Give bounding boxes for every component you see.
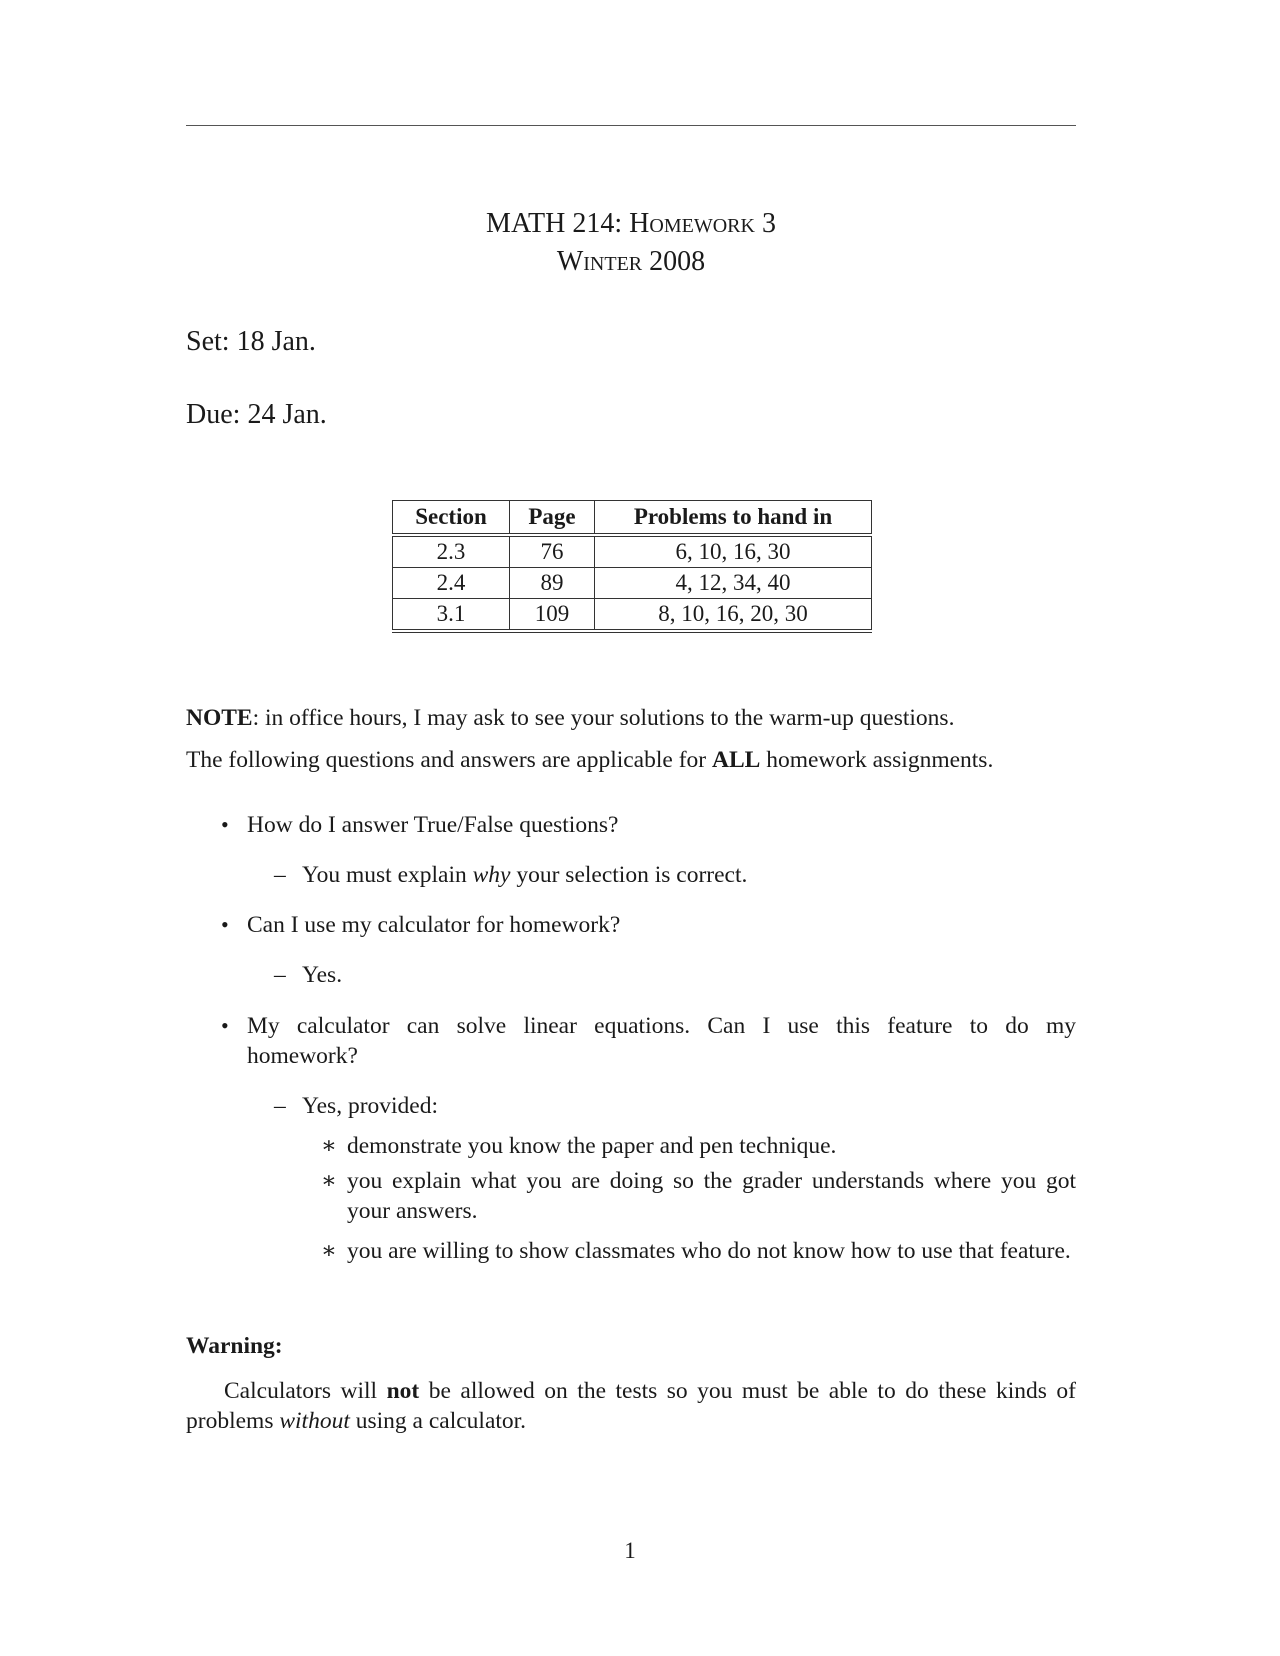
set-label: Set: (186, 326, 230, 357)
bullet-icon: • (221, 812, 229, 837)
star-icon: ∗ (321, 1133, 337, 1159)
table-header-row (393, 501, 872, 536)
question-3-line-1: My calculator can solve linear equations. Can I use this feature to do my (247, 1013, 1076, 1039)
set-date (186, 326, 316, 358)
set-value: 18 Jan. (236, 326, 316, 357)
header-section: Section (393, 501, 510, 536)
note-label: NOTE (186, 705, 253, 731)
star-icon: ∗ (321, 1168, 337, 1194)
cell-problems: 4, 12, 34, 40 (595, 568, 872, 599)
dash-icon: – (274, 862, 286, 888)
applicability-paragraph (186, 745, 1076, 775)
term: Winter 2008 (556, 246, 706, 277)
page-number: 1 (624, 1538, 636, 1563)
dash-icon: – (274, 962, 286, 988)
top-rule (186, 125, 1076, 126)
cell-page: 89 (510, 568, 595, 599)
note-paragraph (186, 703, 1076, 733)
table-row (393, 535, 872, 568)
due-date (186, 399, 327, 431)
warning-heading: Warning: (186, 1333, 283, 1359)
cell-problems: 6, 10, 16, 30 (595, 535, 872, 568)
note-text: : in office hours, I may ask to see your solutions to the warm-up questions. (252, 705, 955, 731)
answer-1 (302, 860, 1076, 890)
cell-page: 76 (510, 535, 595, 568)
bullet-icon: • (221, 912, 229, 937)
following-emphasis: ALL (711, 747, 761, 773)
question-2: Can I use my calculator for homework? (247, 912, 621, 938)
due-label: Due: (186, 399, 241, 430)
warning-middle: be allowed on the tests so you must be able to do these kinds of problems (186, 1378, 1076, 1434)
title-line-1 (186, 205, 1076, 243)
cell-section: 2.3 (393, 535, 510, 568)
table-row (393, 568, 872, 599)
answer-3: Yes, provided: (302, 1093, 439, 1119)
due-value: 24 Jan. (247, 399, 327, 430)
course-code: MATH 214: (486, 208, 623, 239)
cell-section: 2.4 (393, 568, 510, 599)
warning-italic: without (279, 1408, 350, 1434)
cell-page: 109 (510, 599, 595, 632)
dash-icon: – (274, 1093, 286, 1119)
title-block (186, 205, 1076, 281)
warning-body (186, 1376, 1076, 1436)
question-3-line-2: homework? (247, 1043, 358, 1069)
sub-item-2: you explain what you are doing so the grader understands where you got your answers. (347, 1168, 1076, 1224)
warning-after: using a calculator. (349, 1408, 527, 1434)
answer-1-before: You must explain (302, 862, 473, 888)
table-row (393, 599, 872, 632)
assignment-name: Homework 3 (629, 208, 776, 239)
answer-2: Yes. (302, 962, 343, 988)
cell-problems: 8, 10, 16, 20, 30 (595, 599, 872, 632)
bullet-icon: • (221, 1013, 229, 1038)
header-page: Page (510, 501, 595, 536)
sub-item-3: you are willing to show classmates who do not know how to use that feature. (347, 1238, 1071, 1264)
problems-table (392, 500, 872, 633)
warning-before: Calculators will (224, 1378, 387, 1404)
answer-1-emphasis: why (472, 862, 511, 888)
following-before: The following questions and answers are applicable for (186, 747, 712, 773)
star-icon: ∗ (321, 1238, 337, 1264)
following-after: homework assignments. (760, 747, 994, 773)
sub-item-1: demonstrate you know the paper and pen technique. (347, 1133, 837, 1159)
header-problems: Problems to hand in (595, 501, 872, 536)
answer-1-after: your selection is correct. (510, 862, 748, 888)
question-1: How do I answer True/False questions? (247, 812, 619, 838)
warning-bold: not (386, 1378, 420, 1404)
cell-section: 3.1 (393, 599, 510, 632)
